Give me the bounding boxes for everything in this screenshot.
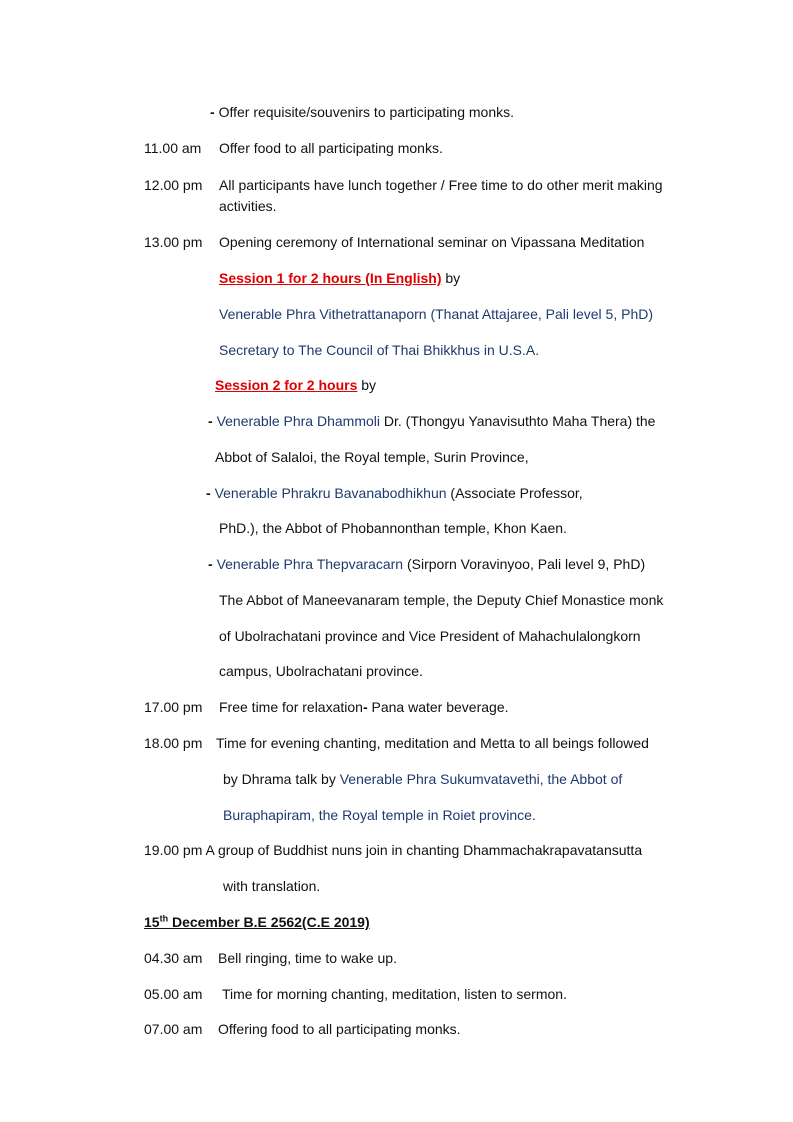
item-text: Time for evening chanting, meditation and Metta to all beings followed	[216, 735, 649, 751]
item-text: Free time for relaxation	[219, 699, 363, 715]
item-text: All participants have lunch together / Free time to do other merit making	[219, 177, 663, 193]
session-heading: Session 1 for 2 hours (In English)	[219, 270, 442, 286]
date-day: 15	[144, 914, 160, 930]
session-heading: Session 2 for 2 hours	[215, 377, 358, 393]
item-text: with translation.	[223, 878, 321, 894]
time-label: 17.00 pm	[144, 699, 203, 715]
item-line	[144, 841, 642, 859]
time-label: 04.30 am	[144, 950, 203, 966]
speaker-line	[208, 555, 645, 573]
item-text: Abbot of Salaloi, the Royal temple, Surin Province,	[215, 449, 529, 465]
line-offer-requisites	[210, 103, 514, 121]
item-text: Dr. (Thongyu Yanavisuthto Maha Thera) the	[379, 413, 656, 429]
speaker-name: Venerable Phrakru Bavanabodhikhun	[214, 485, 447, 501]
item-text: (Associate Professor,	[446, 485, 583, 501]
time-label: 07.00 am	[144, 1021, 203, 1037]
speaker-line	[208, 412, 655, 430]
time-label: 19.00 pm	[144, 842, 203, 858]
date-text: December B.E 2562(C.E 2019)	[168, 914, 370, 930]
item-text: by	[441, 270, 461, 286]
item-text: The Abbot of Maneevanaram temple, the Deputy Chief Monastice monk	[219, 592, 664, 608]
item-text: Pana water beverage.	[371, 699, 509, 715]
item-text: Offering food to all participating monks.	[218, 1021, 461, 1037]
item-text: Time for morning chanting, meditation, listen to sermon.	[222, 986, 567, 1002]
speaker-title: Secretary to The Council of Thai Bhikkhus in U.S.A.	[219, 342, 540, 358]
item-text: of Ubolrachatani province and Vice President of Mahachulalongkorn	[219, 628, 641, 644]
item-line	[223, 770, 622, 788]
time-label: 12.00 pm	[144, 177, 203, 193]
bullet-dash: -	[210, 104, 219, 120]
item-text: by	[357, 377, 377, 393]
bullet-dash: -	[208, 556, 217, 572]
speaker-title: Buraphapiram, the Royal temple in Roiet province.	[223, 807, 536, 823]
item-text: Bell ringing, time to wake up.	[218, 950, 397, 966]
speaker-line	[206, 484, 583, 502]
time-label: 11.00 am	[144, 140, 202, 156]
item-text: campus, Ubolrachatani province.	[219, 663, 423, 679]
bullet-dash: -	[206, 485, 215, 501]
date-suffix: th	[159, 913, 169, 924]
item-text: (Sirporn Voravinyoo, Pali level 9, PhD)	[403, 556, 646, 572]
session-line	[219, 269, 460, 287]
item-text: A group of Buddhist nuns join in chanting Dhammachakrapavatansutta	[202, 842, 643, 858]
speaker-name: Venerable Phra Sukumvatavethi, the Abbot of	[339, 771, 623, 787]
item-text: Offer food to all participating monks.	[219, 140, 443, 156]
item-text: by Dhrama talk by	[223, 771, 340, 787]
speaker-name: Venerable Phra Dhammoli	[216, 413, 380, 429]
item-text: Offer requisite/souvenirs to participating monks.	[218, 104, 514, 120]
item-line	[219, 698, 509, 716]
bullet-dash: -	[208, 413, 217, 429]
speaker-name: Venerable Phra Thepvaracarn	[216, 556, 404, 572]
speaker-name: Venerable Phra Vithetrattanaporn (Thanat Attajaree, Pali level 5, PhD)	[219, 306, 654, 322]
session-line	[215, 376, 376, 394]
item-text: activities.	[219, 198, 277, 214]
item-text: Opening ceremony of International seminar on Vipassana Meditation	[219, 234, 645, 250]
time-label: 13.00 pm	[144, 234, 203, 250]
time-label: 18.00 pm	[144, 735, 203, 751]
date-heading	[144, 913, 370, 931]
item-text: PhD.), the Abbot of Phobannonthan temple, Khon Kaen.	[219, 520, 567, 536]
time-label: 05.00 am	[144, 986, 203, 1002]
bullet-dash: -	[362, 699, 372, 715]
